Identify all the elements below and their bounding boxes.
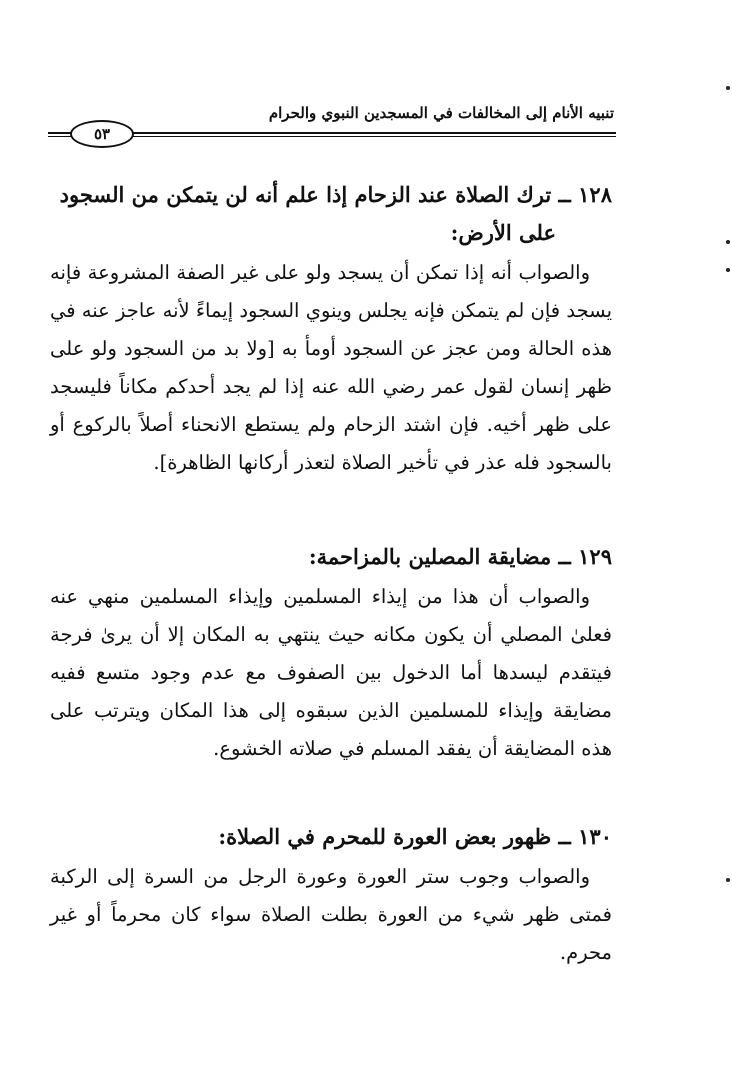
section-129 xyxy=(50,538,612,768)
margin-mark xyxy=(726,240,730,244)
heading-line: على الأرض: xyxy=(450,220,556,245)
page-content xyxy=(50,176,612,972)
section-body: والصواب أن هذا من إيذاء المسلمين وإيذاء المسلمين منهي عنه فعلىٰ المصلي أن يكون مكانه حيث ينتهي به المكان إلا أن يرىٰ فرجة فيتقدم ليسدها أما الدخول بين الصفوف مع عدم وجود متسع ففيه مضايقة وإيذاء للمسلمين الذين سبقوه إلى هذا المكان ويترتب على هذه المضايقة أن يفقد المسلم في صلاته الخشوع. xyxy=(50,585,612,760)
margin-mark xyxy=(726,878,730,882)
section-body: والصواب وجوب ستر العورة وعورة الرجل من السرة إلى الركبة فمتى ظهر شيء من العورة بطلت الصلاة سواء كان محرماً أو غير محرم. xyxy=(50,865,612,964)
page-number: ٥٣ xyxy=(70,120,134,148)
section-128 xyxy=(50,176,612,482)
margin-mark xyxy=(726,268,730,272)
section-heading xyxy=(50,818,612,856)
heading-line: ١٢٨ ــ ترك الصلاة عند الزحام إذا علم أنه لن يتمكن من السجود xyxy=(59,182,612,207)
heading-line: ١٢٩ ــ مضايقة المصلين بالمزاحمة: xyxy=(308,544,612,569)
margin-mark xyxy=(726,86,730,90)
running-title: تنبيه الأنام إلى المخالفات في المسجدين النبوي والحرام xyxy=(268,104,614,122)
section-heading xyxy=(50,538,612,576)
heading-line: ١٣٠ ــ ظهور بعض العورة للمحرم في الصلاة: xyxy=(218,824,612,849)
section-body: والصواب أنه إذا تمكن أن يسجد ولو على غير الصفة المشروعة فإنه يسجد فإن لم يتمكن فإنه يجلس وينوي السجود إيماءً لأنه عاجز عنه في هذه الحالة ومن عجز عن السجود أومأ به [ولا بد من السجود ولو على ظهر إنسان لقول عمر رضي الله عنه إذا لم يجد أحدكم مكاناً فليسجد على ظهر أخيه. فإن اشتد الزحام ولم يستطع الانحناء أصلاً بالركوع أو بالسجود فله عذر في تأخير الصلاة لتعذر أركانها الظاهرة]. xyxy=(50,261,612,474)
section-heading xyxy=(50,176,612,252)
section-130 xyxy=(50,818,612,972)
